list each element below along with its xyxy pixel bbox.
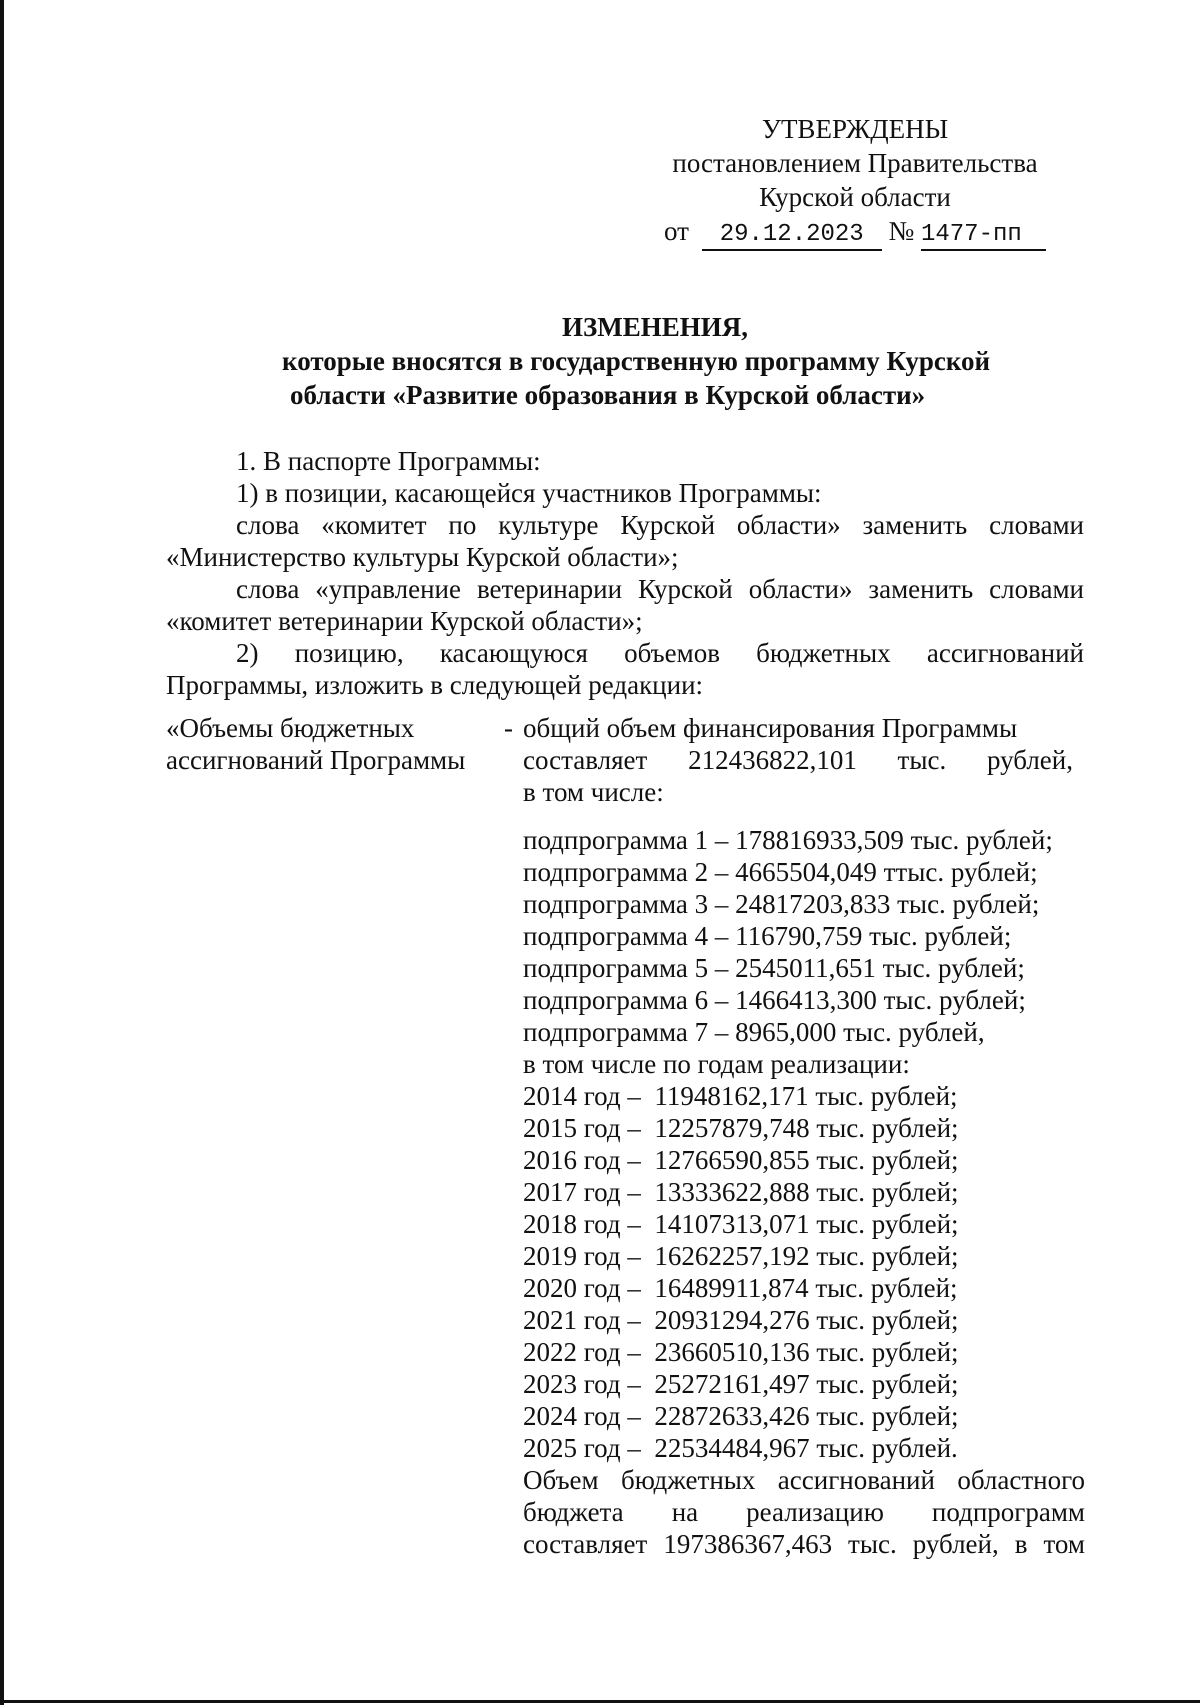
scan-edge-left <box>0 0 4 1705</box>
paragraph-5: 2) позицию, касающуюся объемов бюджетных ассигнований Программы, изложить в следующей редакции: <box>166 638 1084 700</box>
paragraph-4: слова «управление ветеринарии Курской области» заменить словами «комитет ветеринарии Курской области»; <box>166 574 1084 636</box>
paragraph-1: 1. В паспорте Программы: <box>236 446 541 476</box>
title-main: ИЗМЕНЕНИЯ, <box>561 312 748 342</box>
approval-stamp-block <box>630 112 1080 248</box>
approval-date: 29.12.2023 <box>719 221 864 248</box>
total-line-3: в том числе: <box>523 777 664 807</box>
table-dash: - <box>504 713 513 743</box>
total-line-1: общий объем финансирования Программы <box>523 713 1018 743</box>
scan-edge-bottom <box>0 1700 1200 1703</box>
year-list <box>511 1080 1085 1464</box>
table-left-column <box>166 712 486 776</box>
subprogram-item: подпрограмма 3 – 24817203,833 тыс. рублей; <box>523 889 1040 919</box>
subprogram-item: подпрограмма 7 – 8965,000 тыс. рублей, <box>523 1017 985 1047</box>
year-item: 2018 год – 14107313,071 тыс. рублей; <box>523 1209 959 1239</box>
year-item: 2015 год – 12257879,748 тыс. рублей; <box>523 1113 959 1143</box>
subprogram-item: подпрограмма 5 – 2545011,651 тыс. рублей; <box>523 953 1025 983</box>
approval-line-1: постановлением Правительства <box>672 148 1038 178</box>
subprogram-item: подпрограмма 4 – 116790,759 тыс. рублей; <box>523 921 1012 951</box>
year-item: 2014 год – 11948162,171 тыс. рублей; <box>523 1081 958 1111</box>
subprogram-item: подпрограмма 2 – 4665504,049 ттыс. рублей; <box>523 857 1038 887</box>
title-sub-1: которые вносятся в государственную программу Курской <box>282 346 991 376</box>
approval-number: 1477-пп <box>920 221 1022 248</box>
year-item: 2023 год – 25272161,497 тыс. рублей; <box>523 1369 959 1399</box>
approval-date-line <box>630 214 1080 248</box>
regional-line-2: бюджета на реализацию подпрограмм <box>523 1497 1085 1527</box>
document-body <box>166 445 1084 701</box>
subprogram-item: подпрограмма 6 – 1466413,300 тыс. рублей; <box>523 985 1026 1015</box>
number-prefix: № <box>888 216 915 246</box>
approval-line-2: Курской области <box>759 182 951 212</box>
regional-line-1: Объем бюджетных ассигнований областного <box>523 1465 1085 1495</box>
years-intro: в том числе по годам реализации: <box>523 1049 910 1079</box>
year-item: 2017 год – 13333622,888 тыс. рублей; <box>523 1177 959 1207</box>
subprogram-list <box>511 824 1085 1048</box>
paragraph-3: слова «комитет по культуре Курской области» заменить словами «Министерство культуры Курской области»; <box>166 510 1084 572</box>
table-right-column <box>511 712 1085 1560</box>
year-item: 2021 год – 20931294,276 тыс. рублей; <box>523 1305 959 1335</box>
paragraph-2: 1) в позиции, касающейся участников Программы: <box>236 478 822 508</box>
year-item: 2025 год – 22534484,967 тыс. рублей. <box>523 1433 958 1463</box>
date-prefix: от <box>664 216 689 246</box>
subprogram-item: подпрограмма 1 – 178816933,509 тыс. рублей; <box>523 825 1053 855</box>
left-label-line-1: «Объемы бюджетных <box>166 713 415 743</box>
document-title <box>270 310 1040 412</box>
year-item: 2019 год – 16262257,192 тыс. рублей; <box>523 1241 959 1271</box>
approval-heading: УТВЕРЖДЕНЫ <box>761 114 949 144</box>
year-item: 2020 год – 16489911,874 тыс. рублей; <box>523 1273 958 1303</box>
year-item: 2016 год – 12766590,855 тыс. рублей; <box>523 1145 959 1175</box>
regional-line-3: составляет 197386367,463 тыс. рублей, в том <box>523 1529 1085 1559</box>
left-label-line-2: ассигнований Программы <box>166 745 466 775</box>
year-item: 2022 год – 23660510,136 тыс. рублей; <box>523 1337 959 1367</box>
total-line-2: составляет 212436822,101 тыс. рублей, <box>523 745 1073 775</box>
year-item: 2024 год – 22872633,426 тыс. рублей; <box>523 1401 959 1431</box>
title-sub-2: области «Развитие образования в Курской области» <box>290 380 926 410</box>
